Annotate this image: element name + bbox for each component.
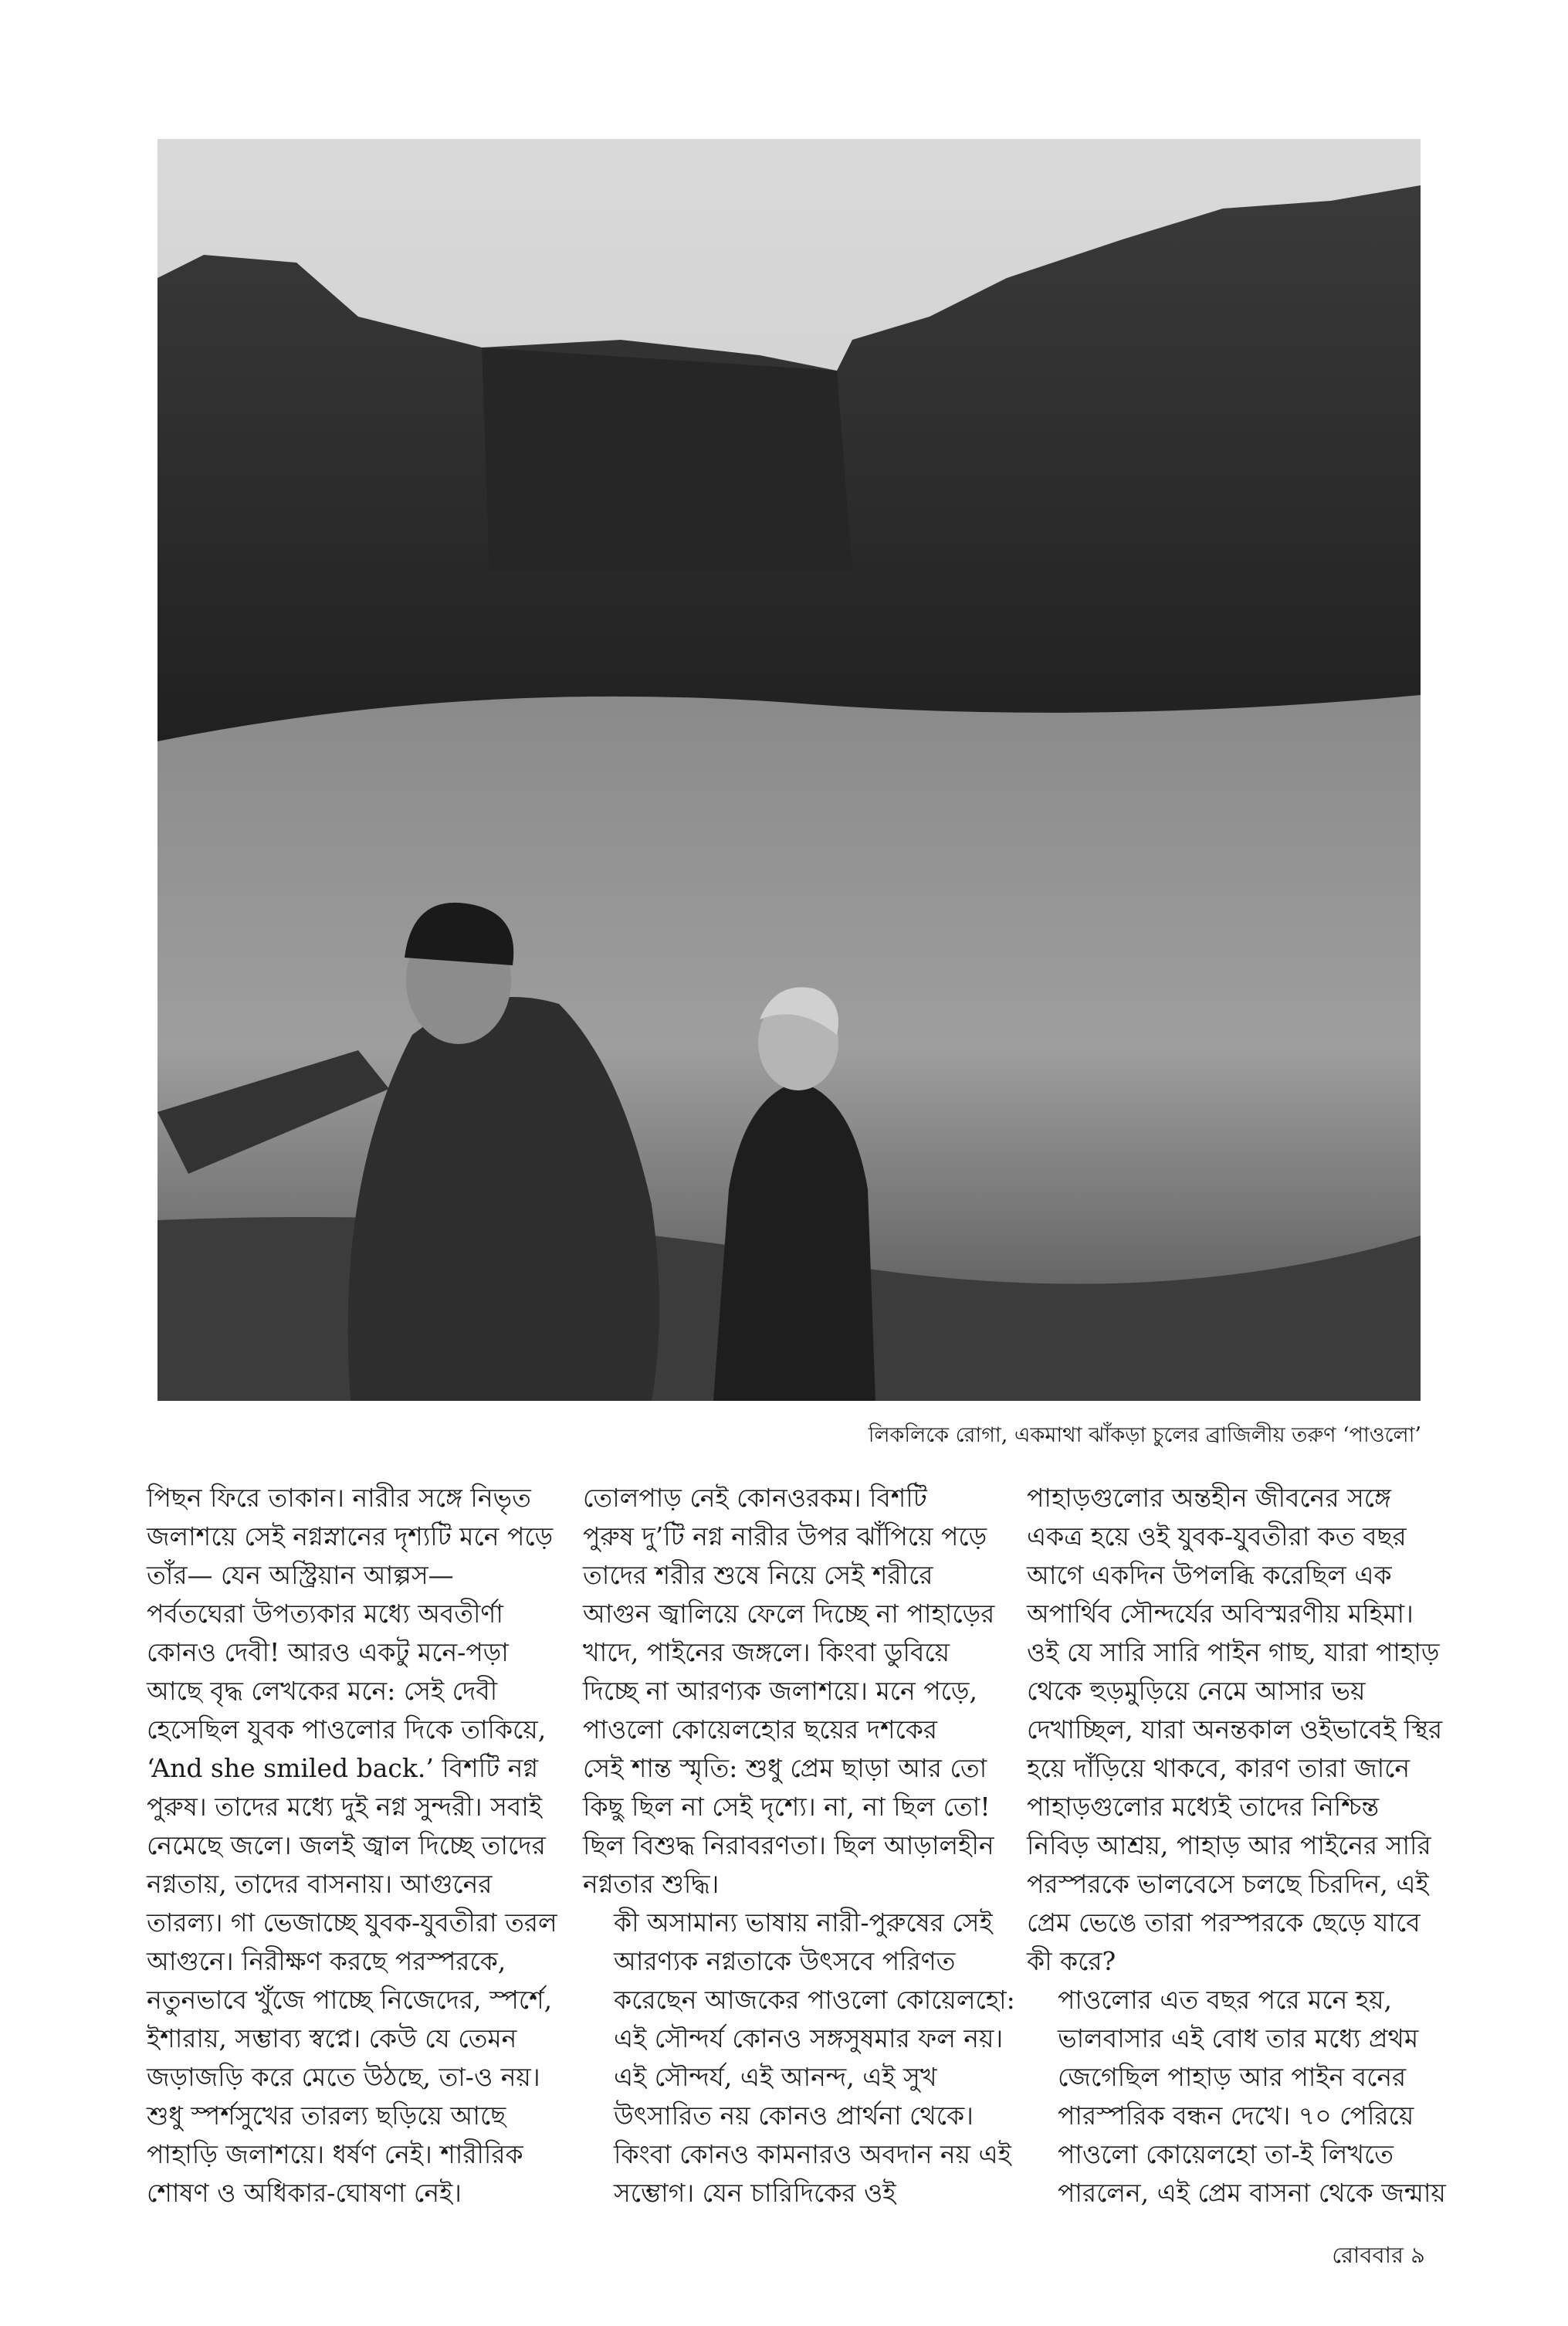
text-line: খাদে, পাইনের জঙ্গলে। কিংবা ডুবিয়ে <box>583 1637 950 1667</box>
text-line: ভালবাসার এই বোধ তার মধ্যে প্রথম <box>1058 2023 1419 2053</box>
text-line: নিবিড় আশ্রয়, পাহাড় আর পাইনের সারি <box>1027 1830 1431 1860</box>
text-line: কিংবা কোনও কামনারও অবদান নয় এই <box>614 2139 1011 2169</box>
text-line: পরস্পরকে ভালবেসে চলছে চিরদিন, এই <box>1027 1869 1429 1899</box>
text-line: তাদের শরীর শুষে নিয়ে সেই শরীরে <box>583 1560 933 1590</box>
text-line: আগে একদিন উপলব্ধি করেছিল এক <box>1027 1560 1392 1590</box>
text-line: আগুনে। নিরীক্ষণ করছে পরস্পরকে, <box>147 1946 506 1976</box>
photo-illustration <box>157 139 1421 1401</box>
text-line: আগুন জ্বালিয়ে ফেলে দিচ্ছে না পাহাড়ের <box>583 1599 995 1629</box>
paragraph <box>147 1479 557 2212</box>
text-line: পর্বতঘেরা উপত্যকার মধ্যে অবতীর্ণা <box>147 1599 503 1629</box>
text-line: এই সৌন্দর্য কোনও সঙ্গসুষমার ফল নয়। <box>614 2023 1004 2053</box>
text-line: একত্র হয়ে ওই যুবক-যুবতীরা কত বছর <box>1027 1521 1407 1551</box>
article-body <box>147 1479 1446 2208</box>
text-column-1 <box>147 1479 557 2212</box>
text-line: শোষণ ও অধিকার-ঘোষণা নেই। <box>147 2178 462 2208</box>
text-line: পাহাড়ি জলাশয়ে। ধর্ষণ নেই। শারীরিক <box>147 2139 523 2169</box>
text-line: জেগেছিল পাহাড় আর পাইন বনের <box>1058 2062 1407 2092</box>
text-line: ওই যে সারি সারি পাইন গাছ, যারা পাহাড় <box>1027 1637 1440 1667</box>
text-line: পারলেন, এই প্রেম বাসনা থেকে জন্মায় <box>1058 2178 1446 2208</box>
paragraph <box>1027 1479 1443 1981</box>
text-line: নগ্নতায়, তাদের বাসনায়। আগুনের <box>147 1869 493 1899</box>
text-line: ইশারায়, সম্ভাব্য স্বপ্নে। কেউ যে তেমন <box>147 2023 517 2053</box>
text-line: এই সৌন্দর্য, এই আনন্দ, এই সুখ <box>614 2062 937 2092</box>
text-line: তারল্য। গা ভেজাচ্ছে যুবক-যুবতীরা তরল <box>147 1907 557 1938</box>
text-line: করেছেন আজকের পাওলো কোয়েলহো: <box>614 1985 1015 2015</box>
text-line: আরণ্যক নগ্নতাকে উৎসবে পরিণত <box>614 1946 956 1976</box>
text-column-2 <box>583 1479 1015 2212</box>
text-line: জড়াজড়ি করে মেতে উঠছে, তা-ও নয়। <box>147 2062 540 2092</box>
text-line: ‘And she smiled back.’ বিশটি নগ্ন <box>147 1753 539 1783</box>
paragraph <box>583 1479 995 1904</box>
text-column-3 <box>1027 1479 1446 2212</box>
article-photo <box>157 139 1421 1401</box>
text-line: প্রেম ভেঙে তারা পরস্পরকে ছেড়ে যাবে <box>1027 1907 1421 1938</box>
text-line: কিছু ছিল না সেই দৃশ্যে। না, না ছিল তো! <box>583 1792 991 1822</box>
text-line: পুরুষ। তাদের মধ্যে দুই নগ্ন সুন্দরী। সবাই <box>147 1792 542 1822</box>
text-line: পাওলো কোয়েলহো তা-ই লিখতে <box>1058 2139 1394 2169</box>
text-line: দেখাচ্ছিল, যারা অনন্তকাল ওইভাবেই স্থির <box>1027 1714 1443 1744</box>
text-line: হেসেছিল যুবক পাওলোর দিকে তাকিয়ে, <box>147 1714 547 1744</box>
text-line: সম্ভোগ। যেন চারিদিকের ওই <box>614 2178 896 2208</box>
text-line: তোলপাড় নেই কোনওরকম। বিশটি <box>583 1483 927 1513</box>
text-line: নগ্নতার শুদ্ধি। <box>583 1869 720 1899</box>
text-line: অপার্থিব সৌন্দর্যের অবিস্মরণীয় মহিমা। <box>1027 1599 1414 1629</box>
text-line: নেমেছে জলে। জলই জ্বাল দিচ্ছে তাদের <box>147 1830 546 1860</box>
text-line: পাহাড়গুলোর মধ্যেই তাদের নিশ্চিন্ত <box>1027 1792 1380 1822</box>
text-line: আছে বৃদ্ধ লেখকের মনে: সেই দেবী <box>147 1676 498 1706</box>
text-line: থেকে হুড়মুড়িয়ে নেমে আসার ভয় <box>1027 1676 1366 1706</box>
text-line: কী অসামান্য ভাষায় নারী-পুরুষের সেই <box>614 1907 993 1938</box>
text-line: কী করে? <box>1027 1946 1116 1976</box>
paragraph <box>1027 1981 1446 2212</box>
text-line: পারস্পরিক বন্ধন দেখে। ৭০ পেরিয়ে <box>1058 2101 1414 2131</box>
text-line: ছিল বিশুদ্ধ নিরাবরণতা। ছিল আড়ালহীন <box>583 1830 994 1860</box>
text-line: শুধু স্পর্শসুখের তারল্য ছড়িয়ে আছে <box>147 2101 506 2131</box>
text-line: উৎসারিত নয় কোনও প্রার্থনা থেকে। <box>614 2101 974 2131</box>
page-folio: রোববার ৯ <box>1332 2242 1425 2268</box>
photo-caption: লিকলিকে রোগা, একমাথা ঝাঁকড়া চুলের ব্রাজিলীয় তরুণ ‘পাওলো’ <box>868 1423 1421 1447</box>
text-line: হয়ে দাঁড়িয়ে থাকবে, কারণ তারা জানে <box>1027 1753 1411 1783</box>
text-line: সেই শান্ত স্মৃতি: শুধু প্রেম ছাড়া আর তো <box>583 1753 987 1783</box>
text-line: পাহাড়গুলোর অন্তহীন জীবনের সঙ্গে <box>1027 1483 1391 1513</box>
text-line: পাওলো কোয়েলহোর ছয়ের দশকের <box>583 1714 938 1744</box>
paragraph <box>583 1904 1015 2212</box>
text-line: পাওলোর এত বছর পরে মনে হয়, <box>1058 1985 1393 2015</box>
text-line: কোনও দেবী! আরও একটু মনে-পড়া <box>147 1637 509 1667</box>
text-line: পিছন ফিরে তাকান। নারীর সঙ্গে নিভৃত <box>147 1483 531 1513</box>
text-line: দিচ্ছে না আরণ্যক জলাশয়ে। মনে পড়ে, <box>583 1676 977 1706</box>
text-line: তাঁর— যেন অস্ট্রিয়ান আল্পস— <box>147 1560 454 1590</box>
text-line: জলাশয়ে সেই নগ্নস্নানের দৃশ্যটি মনে পড়ে <box>147 1521 554 1551</box>
text-line: নতুনভাবে খুঁজে পাচ্ছে নিজেদের, স্পর্শে, <box>147 1985 553 2015</box>
text-line: পুরুষ দু’টি নগ্ন নারীর উপর ঝাঁপিয়ে পড়ে <box>583 1521 987 1551</box>
